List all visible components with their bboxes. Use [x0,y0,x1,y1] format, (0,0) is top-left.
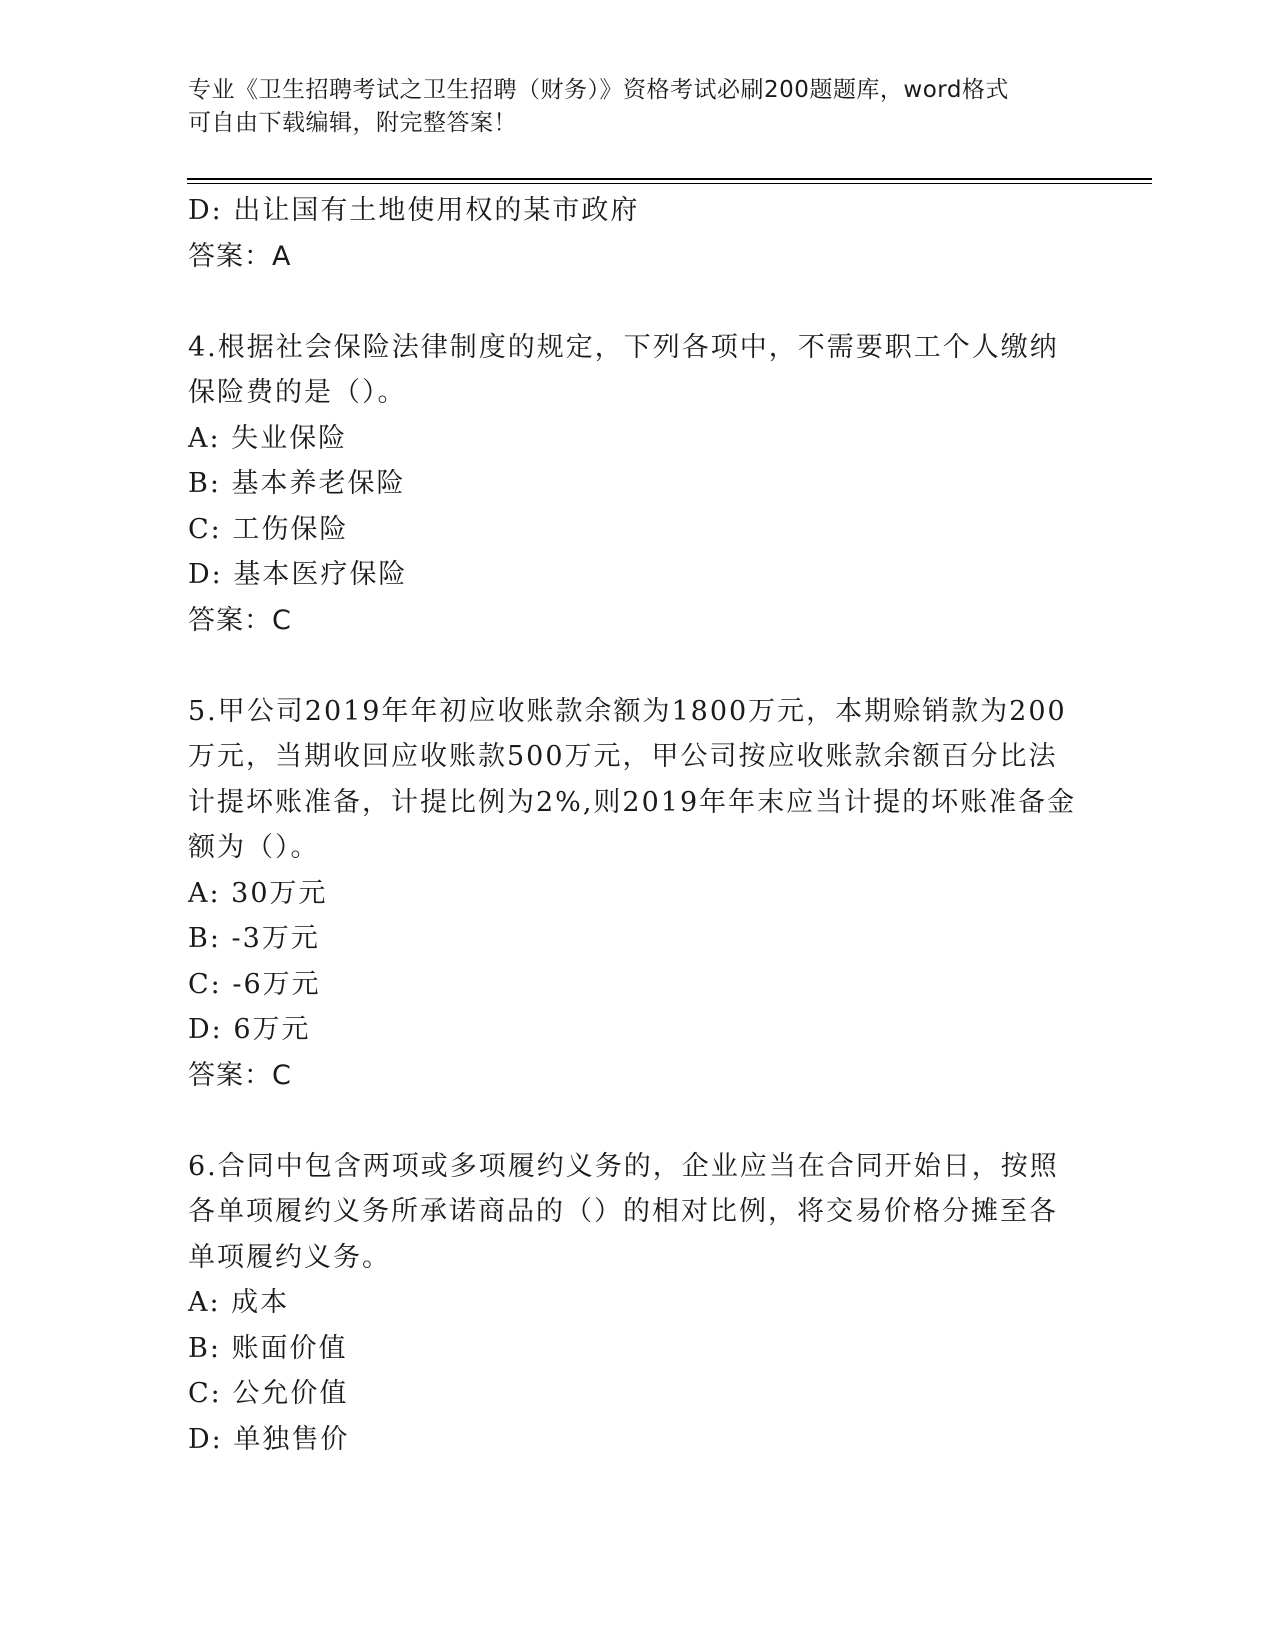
q5-stem-line-4: 额为（）。 [188,832,320,863]
q6-stem-line-3: 单项履约义务。 [188,1241,391,1273]
q5-stem-line-3: 计提坏账准备，计提比例为2%,则2019年年末应当计提的坏账准备金 [188,786,1077,818]
spacer [188,643,1068,689]
q3-option-d: D: 出让国有土地使用权的某市政府 [188,195,640,226]
spacer [188,1098,1068,1144]
q6-option-a: A: 成本 [188,1287,290,1318]
header-title-line-1: 专业《卫生招聘考试之卫生招聘（财务）》资格考试必刷200题题库，word格式 [188,77,1009,103]
q5-option-c: C: -6万元 [188,968,321,1000]
q5-stem-line-1: 5.甲公司2019年年初应收账款余额为1800万元，本期赊销款为200 [188,695,1067,727]
q6-option-c: C: 公允价值 [188,1378,349,1409]
q4-stem-line-1: 4.根据社会保险法律制度的规定，下列各项中，不需要职工个人缴纳 [188,331,1059,363]
q5-option-b: B: -3万元 [188,923,320,954]
q5-option-a: A: 30万元 [188,877,328,909]
q4-option-b: B: 基本养老保险 [188,468,406,499]
q4-stem-line-2: 保险费的是（）。 [188,377,407,408]
spacer [188,279,1068,325]
q6-option-b: B: 账面价值 [188,1332,348,1364]
q4-option-a: A: 失业保险 [188,422,348,454]
q4-option-d: D: 基本医疗保险 [188,559,408,590]
q6-stem-line-2: 各单项履约义务所承诺商品的（）的相对比例，将交易价格分摊至各 [188,1196,1058,1227]
header-rule-thin [187,183,1152,184]
q6-stem-line-1: 6.合同中包含两项或多项履约义务的，企业应当在合同开始日，按照 [188,1150,1059,1182]
q3-answer: 答案：A [188,240,292,272]
q6-option-d: D: 单独售价 [188,1423,350,1455]
header-rule-thick [187,178,1152,180]
document-header [188,74,1068,140]
q5-answer: 答案：C [188,1059,292,1091]
q5-option-d: D: 6万元 [188,1014,311,1045]
q4-answer: 答案：C [188,604,292,636]
question-content [188,188,1077,1462]
header-title-line-2: 可自由下载编辑，附完整答案！ [188,110,517,136]
q4-option-c: C: 工伤保险 [188,513,349,545]
q5-stem-line-2: 万元，当期收回应收账款500万元，甲公司按应收账款余额百分比法 [188,741,1058,772]
